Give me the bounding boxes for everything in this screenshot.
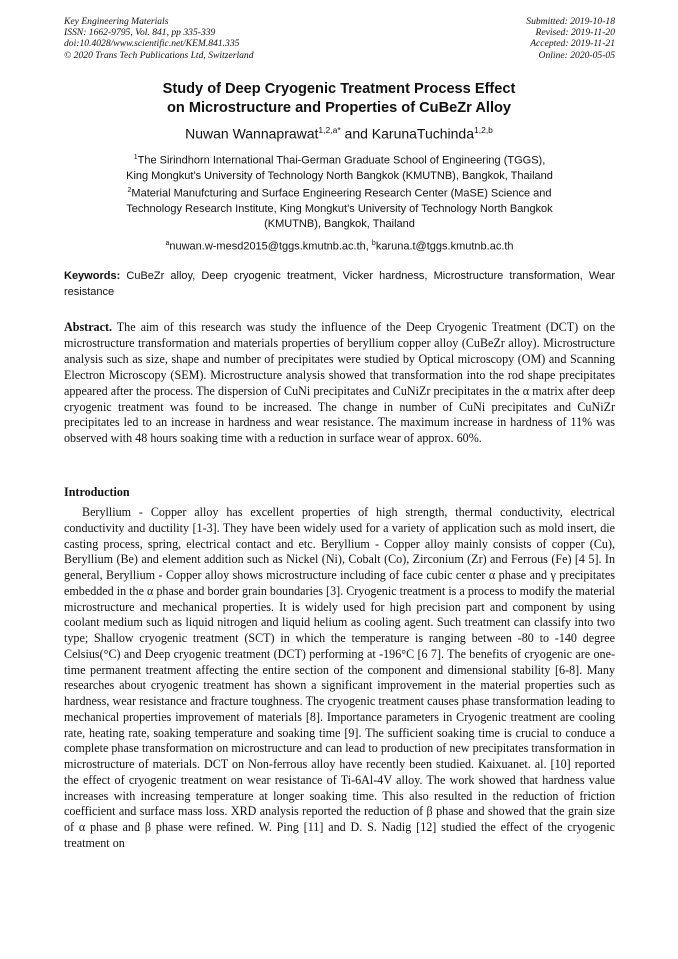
online-date: Online: 2020-05-05 (538, 49, 615, 61)
keywords-label: Keywords: (64, 270, 121, 282)
affiliation-2-line-2: Technology Research Institute, King Mongkut’s University of Technology North Bangkok (126, 202, 553, 215)
author-1-affiliation: 1,2,a* (318, 125, 341, 135)
accepted-date: Accepted: 2019-11-21 (530, 38, 615, 50)
affiliation-1-line-1: The Sirindhorn International Thai-German Graduate School of Engineering (TGGS), (137, 154, 546, 167)
author-1: Nuwan Wannaprawat (185, 125, 319, 142)
publication-dates (526, 16, 615, 61)
introduction-body (64, 505, 615, 852)
author-emails (64, 236, 615, 255)
journal-info (64, 16, 254, 61)
title-line-1: Study of Deep Cryogenic Treatment Process Effect (162, 81, 516, 97)
revised-date: Revised: 2019-11-20 (535, 27, 615, 39)
keywords-block (64, 269, 615, 300)
author-conjunction: and (340, 125, 372, 142)
journal-name: Key Engineering Materials (64, 16, 169, 27)
abstract-label: Abstract. (64, 320, 113, 334)
introduction-paragraph: Beryllium - Copper alloy has excellent properties of high strength, thermal conductivity, electrical conductivity and ductility [1-3]. They have been widely used for a variety of application such as mold insert, die casting process, spring, electrical contact and etc. Beryllium - Copper alloy mainly consists of copper (Cu), Beryllium (Be) and element addition such as Nickel (Ni), Cobalt (Co), Zirconium (Zr) and Ferrous (Fe) [4 5]. In general, Beryllium - Copper alloy shows microstructure including of face cubic center α phase and γ precipitates embedded in the α phase and border grain boundaries [3]. Cryogenic treatment is a process to modify the material microstructure and mechanical properties. It is widely used for high precision part and component by using coolant medium such as liquid nitrogen and liquid helium as cooling agent. Such treatment can classify into two type; Shallow cryogenic treatment (SCT) in which the temperature is ranging between -80 to -140 degree Celsius(°C) and Deep cryogenic treatment (DCT) performing at -196°C [6 7]. The benefits of cryogenic are one-time permanent treatment affecting the entire section of the component and dimensional stability [6-8]. Many researches about cryogenic treatment has shown a significant improvement in the material properties such as hardness, wear resistance and fracture toughness. The cryogenic treatment causes phase transformation leading to mechanical properties improvement of materials [8]. Importance parameters in Cryogenic treatment are cooling rate, heating rate, soaking temperature and soaking time [9]. The sufficient soaking time is crucial to conduce a complete phase transformation on microstructure and can lead to production of new precipitates transformation in microstructure of materials. DCT on Non-ferrous alloy have recently been studied. Kaixuanet. al. [10] reported the effect of cryogenic treatment on wear resistance of Ti-6Al-4V alloy. The work showed that hardness value increases with increasing temperature at longer soaking time. This also resulted in the reduction of friction coefficient and surface mass loss. XRD analysis reported the reduction of β phase and showed that the grain size of α phase and β phase were refined. W. Ping [11] and D. S. Nadig [12] studied the effect of the cryogenic treatment on (64, 505, 615, 850)
affiliation-2-line-1: Material Manufcturing and Surface Engineering Research Center (MaSE) Science and (131, 187, 552, 200)
abstract-block (64, 320, 615, 447)
issn-line: ISSN: 1662-9795, Vol. 841, pp 335-339 (64, 27, 216, 39)
doi-line: doi:10.4028/www.scientific.net/KEM.841.335 (64, 38, 240, 50)
affiliation-2 (64, 183, 615, 232)
affiliation-2-number: 2 (127, 187, 132, 194)
copyright-line: © 2020 Trans Tech Publications Ltd, Switzerland (64, 49, 254, 61)
author-2: KarunaTuchinda (371, 125, 474, 142)
email-b[interactable]: karuna.t@tggs.kmutnb.ac.th (375, 240, 514, 253)
introduction-heading: Introduction (64, 485, 130, 499)
keywords-text: CuBeZr alloy, Deep cryogenic treatment, Vicker hardness, Microstructure transformation, Wear resistance (64, 270, 615, 298)
email-b-marker: b (371, 240, 376, 247)
affiliation-1-number: 1 (133, 154, 138, 161)
affiliation-1-line-2: King Mongkut’s University of Technology North Bangkok (KMUTNB), Bangkok, Thailand (126, 169, 553, 182)
affiliation-1 (64, 150, 615, 184)
email-a-marker: a (165, 240, 170, 247)
paper-title (0, 80, 678, 118)
author-list (0, 121, 678, 143)
title-line-2: on Microstructure and Properties of CuBeZr Alloy (166, 100, 512, 116)
submitted-date: Submitted: 2019-10-18 (526, 16, 615, 27)
affiliation-2-line-3: (KMUTNB), Bangkok, Thailand (264, 217, 415, 230)
abstract-text: The aim of this research was study the influence of the Deep Cryogenic Treatment (DCT) on the microstructure transformation and materials properties of beryllium copper alloy (CuBeZr alloy). Microstructure analysis such as size, shape and number of precipitates were studied by Optical microscopy (OM) and Scanning Electron Microscopy (SEM). Microstructure analysis showed that transformation into the rod shape precipitates appeared after the process. The dispersion of CuNi precipitates and CuNiZr precipitates in the α matrix after deep cryogenic treatment was found to be increased. The change in number of CuNi precipitates and CuNiZr precipitates led to an increase in hardness and wear resistance. The maximum increase in hardness of 11% was observed with 48 hours soaking time with a reduction in surface wear of approx. 60%. (64, 320, 615, 446)
email-a[interactable]: nuwan.w-mesd2015@tggs.kmutnb.ac.th, (169, 240, 372, 253)
author-2-affiliation: 1,2,b (474, 125, 493, 135)
